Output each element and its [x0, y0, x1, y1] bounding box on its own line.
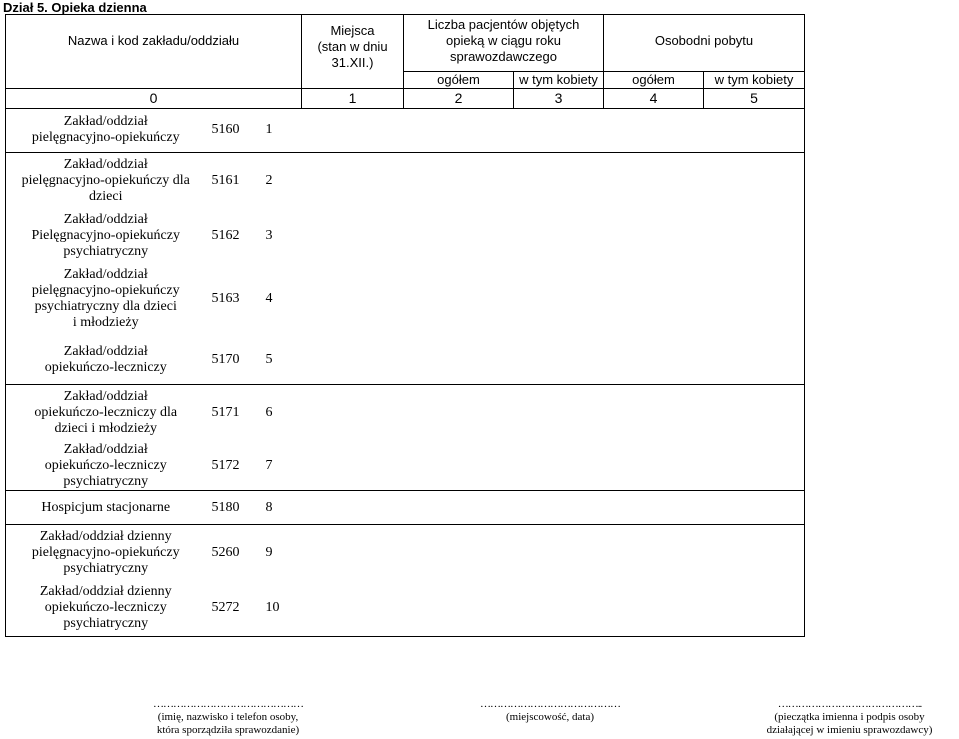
header-sub-1: w tym kobiety	[514, 71, 604, 88]
row-line-number: 9	[265, 544, 273, 560]
header-places-label: Miejsca	[330, 23, 375, 38]
row-data-area	[302, 336, 805, 384]
row-data-area	[302, 442, 805, 491]
row-name-line: opiekuńczo-leczniczy dla	[34, 405, 178, 421]
column-index-0: 0	[6, 88, 302, 108]
row-code: 5162	[211, 228, 240, 243]
row-data-area	[302, 262, 805, 336]
header-sub-3: w tym kobiety	[704, 71, 805, 88]
column-index-2: 2	[404, 88, 514, 108]
signature-caption: (pieczątka imienna i podpis osoby	[774, 711, 925, 723]
row-name-line: psychiatryczny	[63, 560, 149, 576]
row-name	[6, 336, 206, 384]
signature-caption: (miejscowość, data)	[506, 711, 594, 723]
row-code: 5172	[206, 442, 266, 491]
column-index-4: 4	[604, 88, 704, 108]
row-name-line: dzieci i młodzieży	[54, 421, 158, 437]
row-name	[6, 525, 206, 581]
row-name-line: Zakład/oddział	[63, 212, 148, 227]
row-name-line: Hospicjum stacjonarne	[41, 499, 171, 515]
signature-block-2	[440, 698, 660, 724]
row-name	[6, 152, 206, 210]
row-data-area	[302, 581, 805, 637]
header-days-column	[604, 15, 805, 72]
row-name-line: opiekuńczo-leczniczy	[44, 359, 167, 375]
row-line-number: 1	[266, 108, 302, 152]
header-sub-0: ogółem	[404, 71, 514, 88]
table-row	[6, 384, 805, 442]
row-name	[6, 581, 206, 637]
table-row	[6, 152, 805, 210]
row-line-number: 7	[266, 442, 302, 491]
header-days-label: Osobodni pobytu	[654, 33, 754, 48]
row-name-line: Pielęgnacyjno-opiekuńczy	[31, 228, 180, 243]
signature-block-1	[108, 698, 348, 737]
header-places-label: (stan w dniu	[317, 39, 388, 54]
row-data-area	[302, 152, 805, 210]
table-row	[6, 581, 805, 637]
header-name-column-bottom	[6, 71, 302, 88]
signature-caption: działającej w imieniu sprawozdawcy)	[766, 724, 933, 736]
table-row	[6, 108, 805, 152]
table-row	[6, 336, 805, 384]
signature-line: ……………………………………	[480, 698, 620, 710]
column-index-1: 1	[302, 88, 404, 108]
row-line-number: 5	[266, 336, 302, 384]
row-line-number: 3	[265, 228, 273, 243]
table-row	[6, 262, 805, 336]
row-name	[6, 210, 206, 262]
signature-block-3	[740, 698, 959, 737]
row-line-number: 2	[265, 173, 273, 189]
section-title: Dział 5. Opieka dzienna	[3, 0, 147, 15]
row-name	[6, 491, 206, 525]
row-code: 5171	[211, 405, 240, 421]
row-name	[6, 108, 206, 152]
signature-line: ………………………………………	[153, 698, 303, 710]
table-row	[6, 442, 805, 491]
row-line-number: 4	[265, 291, 273, 306]
column-index-3: 3	[514, 88, 604, 108]
row-name-line: pielęgnacyjno-opiekuńczy	[31, 130, 180, 145]
signature-caption: (imię, nazwisko i telefon osoby,	[157, 711, 299, 723]
header-patients-column	[404, 15, 604, 72]
row-line-number: 8	[266, 491, 302, 525]
header-patients-label: Liczba pacjentów objętych	[427, 17, 580, 32]
header-places-column-bottom	[302, 71, 404, 88]
row-data-area	[302, 108, 805, 152]
row-code: 5161	[211, 173, 240, 189]
row-data-area	[302, 491, 805, 525]
row-name-line: opiekuńczo-leczniczy	[44, 600, 167, 616]
row-name-line: pielęgnacyjno-opiekuńczy	[31, 283, 180, 298]
header-name-label: Nazwa i kod zakładu/oddziału	[67, 33, 240, 48]
row-name-line: Zakład/oddział dzienny	[39, 528, 172, 544]
row-name-line: dzieci	[89, 189, 123, 205]
row-name-line: Zakład/oddział dzienny	[39, 584, 172, 600]
header-places-column	[302, 15, 404, 72]
table-row	[6, 491, 805, 525]
table-row	[6, 210, 805, 262]
row-name-line: opiekuńczo-leczniczy	[44, 458, 167, 473]
table-row	[6, 525, 805, 581]
row-name-line: Zakład/oddział	[63, 343, 148, 359]
row-code: 5180	[206, 491, 266, 525]
row-name-line: i młodzieży	[72, 315, 139, 330]
row-name	[6, 384, 206, 442]
row-data-area	[302, 525, 805, 581]
row-name-line: psychiatryczny	[63, 616, 149, 632]
header-places-label: 31.XII.)	[331, 55, 374, 70]
row-code: 5272	[206, 581, 266, 637]
row-name-line: Zakład/oddział	[63, 157, 148, 173]
row-name-line: psychiatryczny dla dzieci	[34, 299, 177, 314]
header-name-column	[6, 15, 302, 72]
care-table	[5, 14, 805, 637]
row-code: 5260	[211, 544, 240, 560]
row-name-line: Zakład/oddział	[63, 389, 148, 405]
row-name-line: pielęgnacyjno-opiekuńczy dla	[21, 173, 190, 189]
header-sub-2: ogółem	[604, 71, 704, 88]
row-name-line: psychiatryczny	[63, 244, 149, 259]
row-line-number: 10	[266, 581, 302, 637]
header-patients-label: opieką w ciągu roku	[446, 33, 561, 48]
row-name-line: Zakład/oddział	[63, 114, 148, 129]
row-name-line: Zakład/oddział	[63, 442, 148, 457]
signature-line: ……………………………………..	[777, 698, 922, 710]
row-name	[6, 442, 206, 491]
row-name-line: psychiatryczny	[63, 474, 149, 489]
row-name-line: Zakład/oddział	[63, 267, 148, 282]
row-code: 5160	[206, 108, 266, 152]
row-data-area	[302, 384, 805, 442]
column-index-5: 5	[704, 88, 805, 108]
row-name-line: pielęgnacyjno-opiekuńczy	[31, 544, 180, 560]
signature-caption: która sporządziła sprawozdanie)	[156, 724, 300, 736]
row-data-area	[302, 210, 805, 262]
row-line-number: 6	[265, 405, 273, 421]
row-code: 5163	[211, 291, 240, 306]
header-patients-label: sprawozdawczego	[450, 49, 557, 64]
row-code: 5170	[206, 336, 266, 384]
row-name	[6, 262, 206, 336]
